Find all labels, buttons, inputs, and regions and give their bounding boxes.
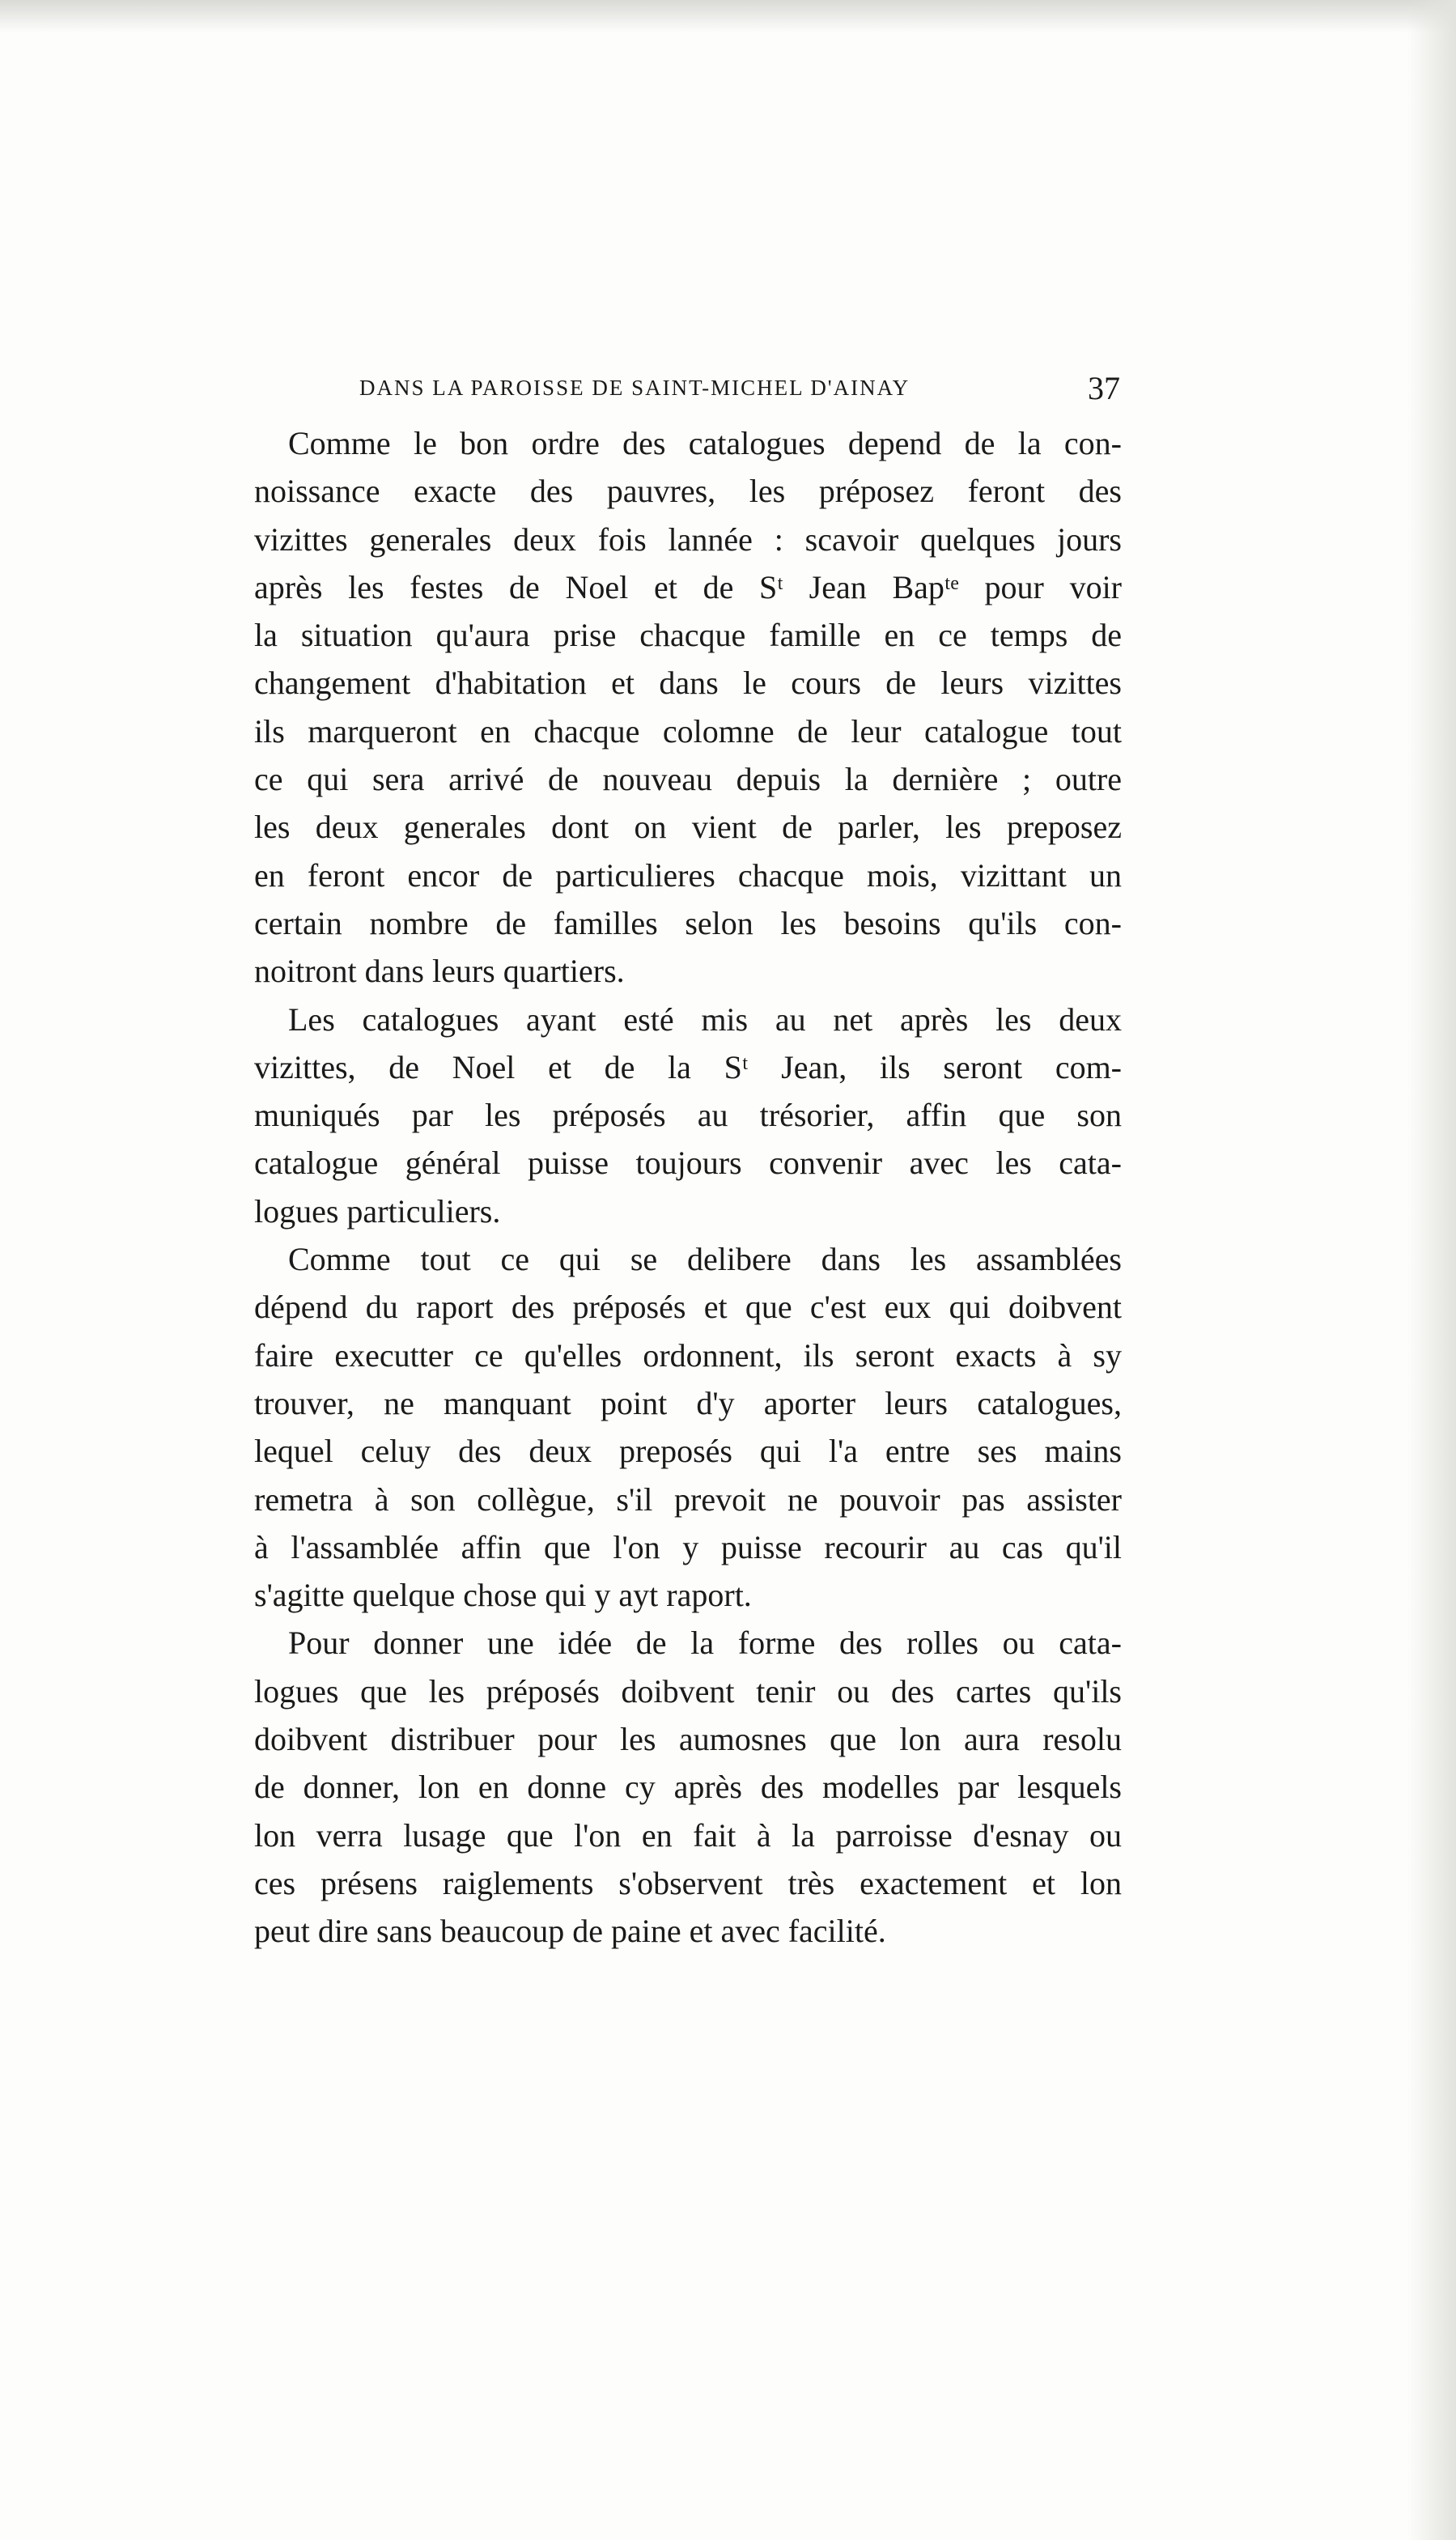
- text-line: la situation qu'aura prise chacque famille en ce temps de: [254, 617, 1122, 654]
- scan-edge-right: [1407, 0, 1456, 2540]
- text-line: doibvent distribuer pour les aumosnes que lon aura resolu: [254, 1721, 1122, 1758]
- text-line: lequel celuy des deux preposés qui l'a entre ses mains: [254, 1433, 1122, 1470]
- text-line: ces présens raiglements s'observent très exactement et lon: [254, 1864, 1122, 1901]
- text-line: vizittes generales deux fois lannée : scavoir quelques jours: [254, 520, 1122, 558]
- text-line: noitront dans leurs quartiers.: [254, 953, 625, 990]
- text-line: lon verra lusage que l'on en fait à la parroisse d'esnay ou: [254, 1816, 1122, 1854]
- text-line: en feront encor de particulieres chacque mois, vizittant un: [254, 856, 1122, 894]
- text-line: les deux generales dont on vient de parler, les preposez: [254, 809, 1122, 846]
- page-number: 37: [1088, 370, 1120, 406]
- paragraph: [254, 1619, 1122, 1955]
- page-header: [359, 369, 1120, 410]
- text-line: après les festes de Noel et de Sᵗ Jean Bapᵗᵉ pour voir: [254, 568, 1122, 605]
- text-line: noissance exacte des pauvres, les préposez feront des: [254, 473, 1122, 510]
- paragraph: [254, 1235, 1122, 1619]
- text-line: Pour donner une idée de la forme des rolles ou cata-: [288, 1625, 1122, 1662]
- text-line: Les catalogues ayant esté mis au net après les deux: [288, 1000, 1122, 1038]
- text-line: à l'assamblée affin que l'on y puisse recourir au cas qu'il: [254, 1528, 1122, 1565]
- text-line: de donner, lon en donne cy après des modelles par lesquels: [254, 1769, 1122, 1806]
- text-line: peut dire sans beaucoup de paine et avec facilité.: [254, 1913, 886, 1950]
- text-line: Comme tout ce qui se delibere dans les assamblées: [288, 1241, 1122, 1278]
- text-line: faire executter ce qu'elles ordonnent, ils seront exacts à sy: [254, 1336, 1122, 1374]
- text-line: s'agitte quelque chose qui y ayt raport.: [254, 1577, 752, 1614]
- text-line: remetra à son collègue, s'il prevoit ne pouvoir pas assister: [254, 1480, 1122, 1518]
- text-line: ils marqueront en chacque colomne de leur catalogue tout: [254, 712, 1122, 750]
- text-line: dépend du raport des préposés et que c'est eux qui doibvent: [254, 1289, 1122, 1326]
- text-line: changement d'habitation et dans le cours de leurs vizittes: [254, 665, 1122, 702]
- text-line: logues que les préposés doibvent tenir ou des cartes qu'ils: [254, 1672, 1122, 1710]
- body-text: [254, 419, 1122, 1956]
- text-line: ce qui sera arrivé de nouveau depuis la dernière ; outre: [254, 761, 1122, 798]
- text-line: muniqués par les préposés au trésorier, affin que son: [254, 1097, 1122, 1134]
- scan-edge-top: [0, 0, 1456, 32]
- text-line: Comme le bon ordre des catalogues depend de la con-: [288, 425, 1122, 461]
- running-title: DANS LA PAROISSE DE SAINT-MICHEL D'AINAY: [359, 376, 911, 400]
- paragraph: [254, 996, 1122, 1235]
- text-line: logues particuliers.: [254, 1192, 501, 1230]
- paragraph: [254, 419, 1122, 996]
- text-line: vizittes, de Noel et de la Sᵗ Jean, ils seront com-: [254, 1048, 1122, 1085]
- text-line: catalogue général puisse toujours convenir avec les cata-: [254, 1145, 1122, 1182]
- text-line: certain nombre de familles selon les besoins qu'ils con-: [254, 904, 1122, 941]
- text-line: trouver, ne manquant point d'y aporter leurs catalogues,: [254, 1384, 1122, 1421]
